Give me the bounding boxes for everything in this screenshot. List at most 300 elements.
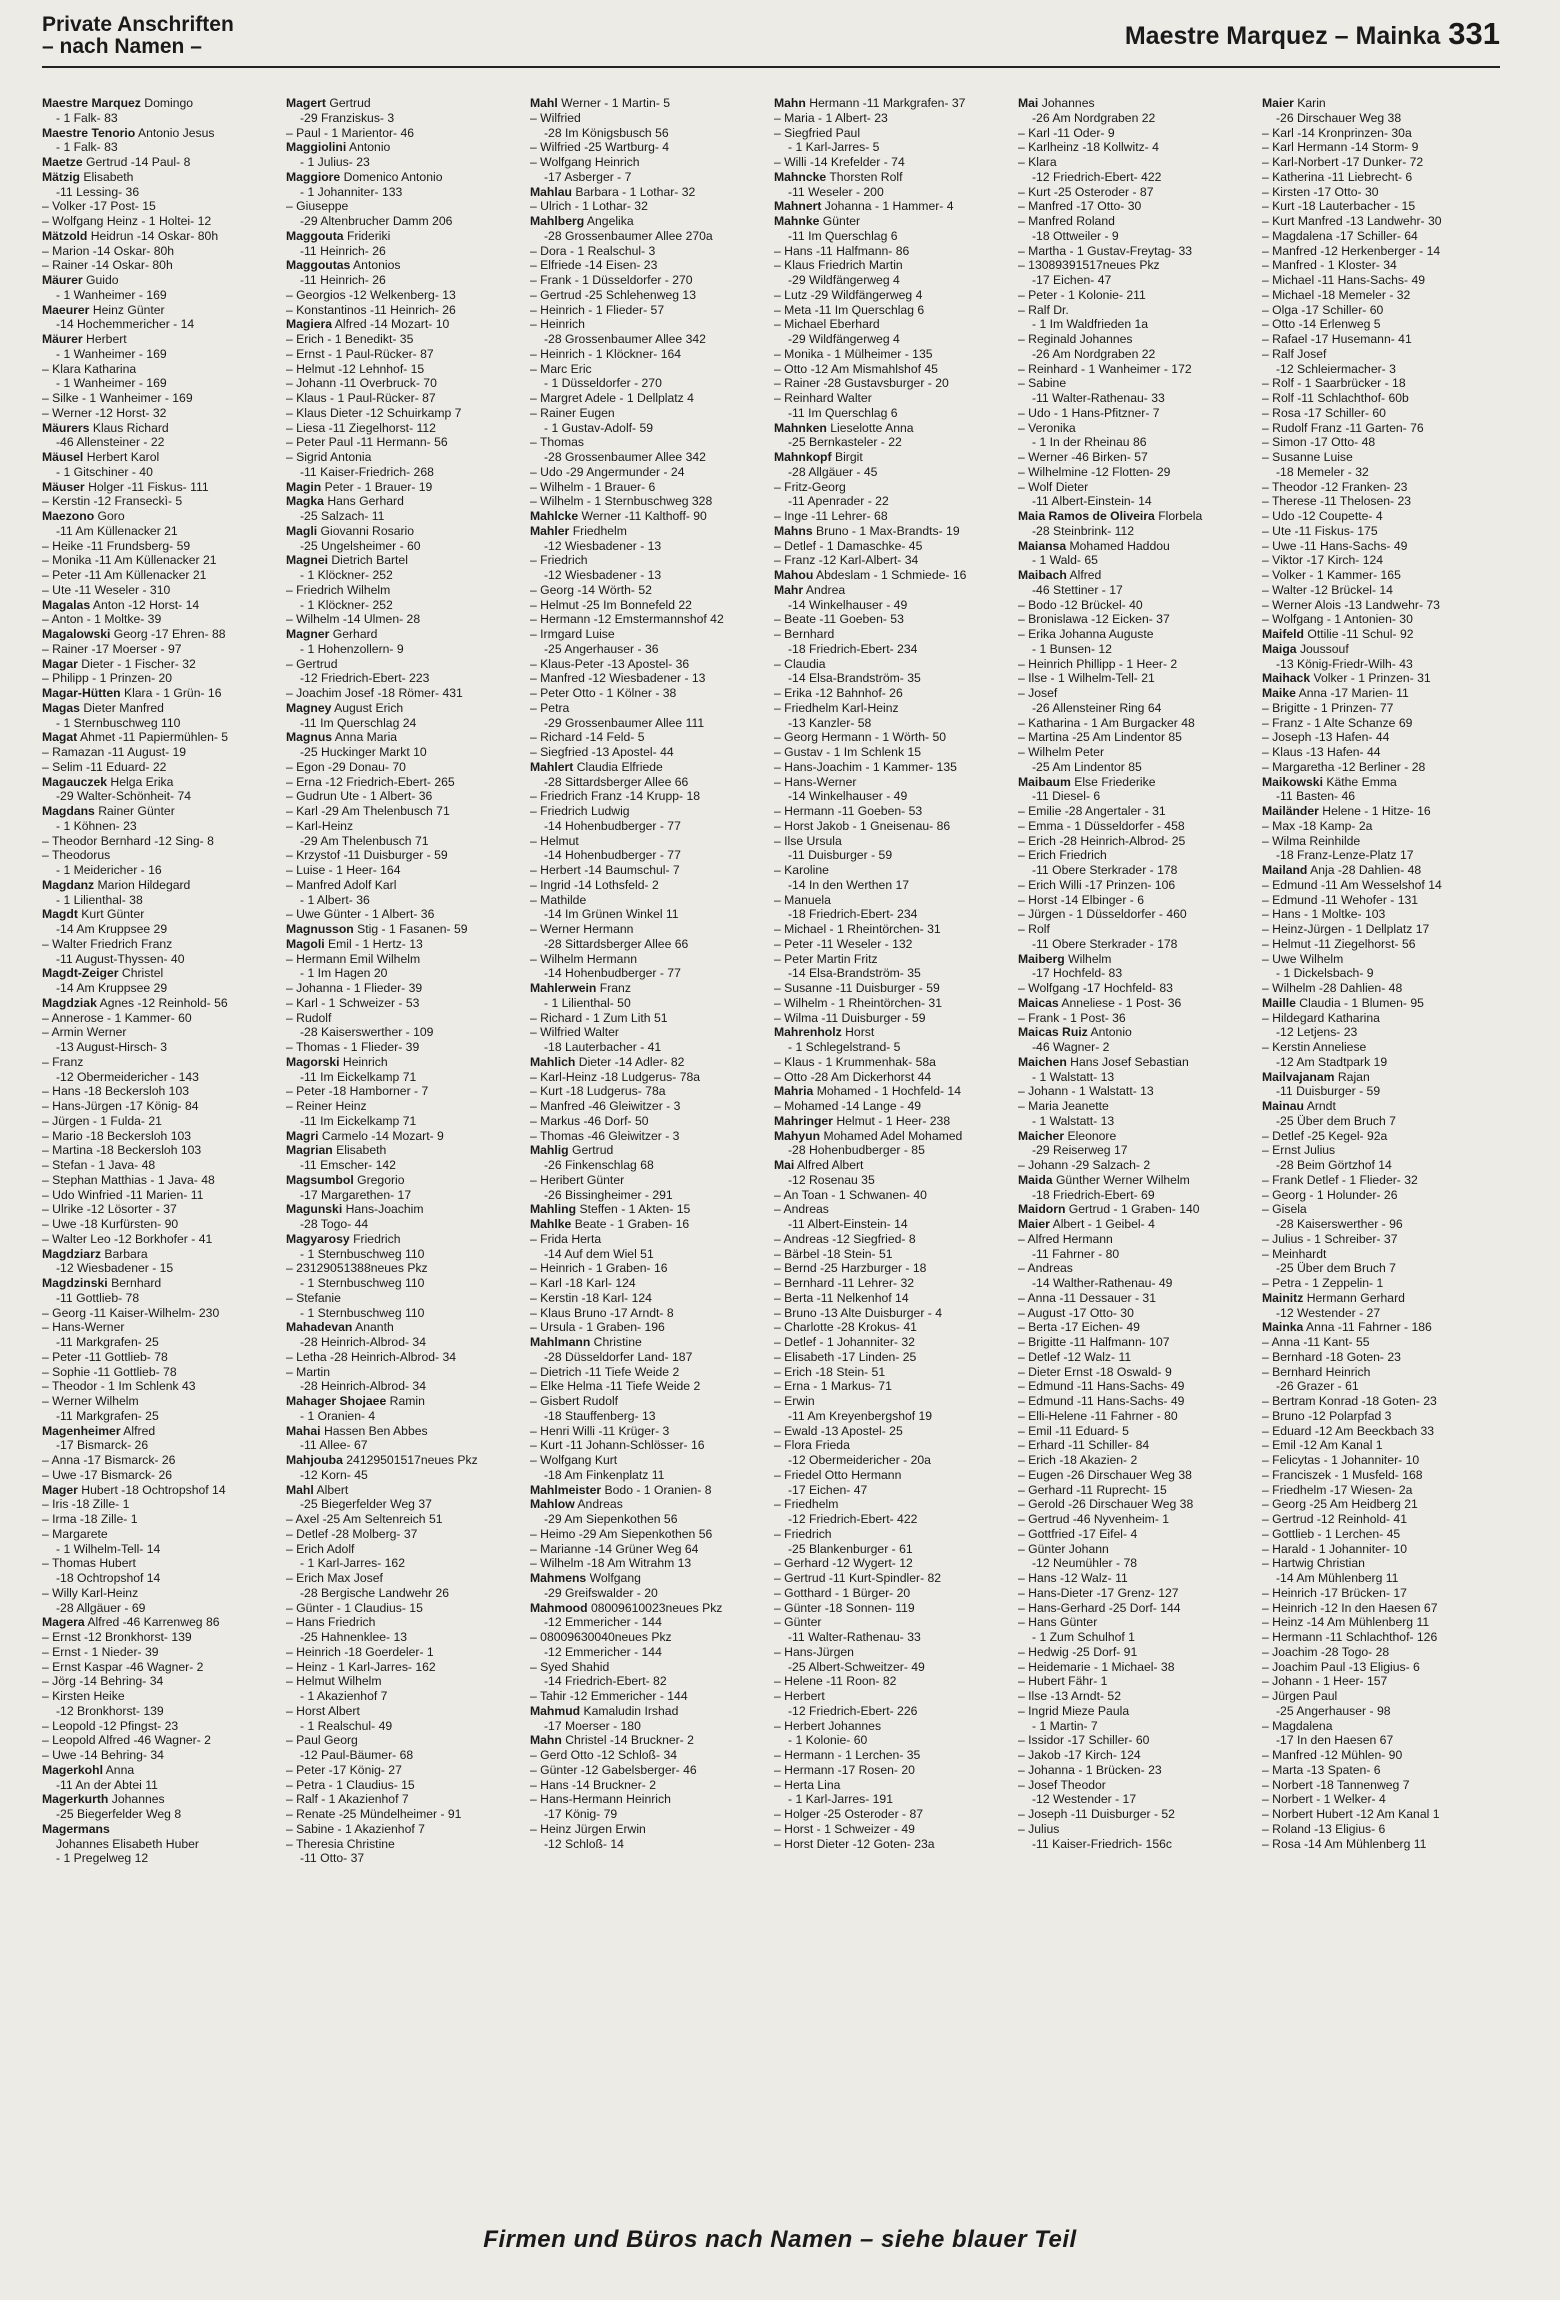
entry-text: – Bernd -25 Harzburger - 18 <box>774 1261 927 1276</box>
directory-entry <box>1262 347 1498 362</box>
directory-entry <box>286 1335 522 1350</box>
directory-entry <box>286 1040 522 1055</box>
directory-entry <box>1262 524 1498 539</box>
directory-entry <box>1262 553 1498 568</box>
directory-entry <box>42 775 278 790</box>
directory-entry <box>286 834 522 849</box>
entry-text: - 1 Im Waldfrieden 1a <box>1032 317 1149 332</box>
entry-text: – Bertram Konrad -18 Goten- 23 <box>1262 1394 1437 1408</box>
directory-entry <box>1262 878 1498 893</box>
entry-text: -14 Am Mühlenberg 11 <box>1276 1571 1399 1585</box>
directory-entry <box>42 1719 278 1734</box>
entry-text: – Jürgen - 1 Düsseldorfer - 460 <box>1018 907 1187 922</box>
directory-entry <box>774 362 1010 377</box>
surname: Maichen <box>1018 1054 1067 1069</box>
directory-entry <box>286 804 522 819</box>
directory-entry <box>1018 288 1254 303</box>
directory-entry <box>286 140 522 155</box>
entry-text: Käthe Emma <box>1326 774 1397 789</box>
surname: Mahl <box>530 96 558 110</box>
surname: Mainitz <box>1262 1290 1304 1305</box>
directory-entry <box>1262 1350 1498 1365</box>
directory-entry <box>1262 450 1498 465</box>
directory-entry <box>774 922 1010 937</box>
entry-text: -14 Hohenbudberger - 77 <box>544 818 681 833</box>
entry-text: – Udo -12 Coupette- 4 <box>1262 509 1383 523</box>
directory-entry <box>42 627 278 642</box>
entry-text: – Friedrich Wilhelm <box>286 582 391 597</box>
entry-text: – Karl-Heinz <box>286 818 354 833</box>
surname: Mahringer <box>774 1113 833 1128</box>
directory-entry <box>530 1763 766 1778</box>
directory-entry <box>774 1719 1010 1734</box>
entry-text: -12 Wiesbadener - 13 <box>544 538 662 553</box>
directory-entry <box>530 391 766 406</box>
entry-text: - 1 Karl-Jarres- 5 <box>788 140 880 155</box>
directory-entry <box>1018 1837 1254 1852</box>
directory-entry <box>1262 716 1498 731</box>
entry-text: - 1 Gitschiner - 40 <box>56 464 153 479</box>
entry-text: -26 Am Nordgraben 22 <box>1032 110 1156 125</box>
directory-entry <box>774 1571 1010 1586</box>
entry-text: -18 Memeler - 32 <box>1276 464 1369 479</box>
directory-entry <box>1262 1070 1498 1085</box>
directory-entry <box>1018 1601 1254 1616</box>
surname: Mahl <box>286 1482 314 1497</box>
directory-entry <box>1018 1055 1254 1070</box>
directory-entry <box>42 1143 278 1158</box>
directory-entry <box>1262 1615 1498 1630</box>
entry-text: – Gudrun Ute - 1 Albert- 36 <box>286 789 433 804</box>
directory-entry <box>42 952 278 967</box>
directory-entry <box>774 214 1010 229</box>
entry-text: – Bernhard <box>774 627 835 641</box>
entry-text: – Bronislawa -12 Eicken- 37 <box>1018 612 1170 627</box>
surname: Mahlow <box>530 1497 575 1512</box>
entry-text: Abdeslam - 1 Schmiede- 16 <box>815 568 967 582</box>
entry-text: – Elli-Helene -11 Fahrner - 80 <box>1018 1408 1178 1423</box>
entry-text: -29 Wildfängerweg 4 <box>788 332 900 346</box>
entry-text: – Gustav - 1 Im Schlenk 15 <box>774 745 921 759</box>
directory-entry <box>42 465 278 480</box>
entry-text: – Klara <box>1018 155 1057 169</box>
directory-entry <box>530 1335 766 1350</box>
directory-entry <box>774 1114 1010 1129</box>
entry-text: – Edmund -11 Hans-Sachs- 49 <box>1018 1379 1185 1394</box>
directory-entry <box>1018 332 1254 347</box>
entry-text: – Heinrich - 1 Graben- 16 <box>530 1261 668 1276</box>
directory-entry <box>286 1424 522 1439</box>
directory-entry <box>1262 1158 1498 1173</box>
directory-entry <box>286 760 522 775</box>
entry-text: -17 In den Haesen 67 <box>1276 1733 1394 1748</box>
directory-entry <box>530 1468 766 1483</box>
directory-entry <box>530 745 766 760</box>
directory-entry <box>1018 406 1254 421</box>
entry-text: – Heinrich -18 Goerdeler- 1 <box>286 1644 434 1659</box>
directory-entry <box>1262 760 1498 775</box>
directory-entry <box>286 1571 522 1586</box>
directory-entry <box>530 1394 766 1409</box>
entry-text: – Eugen -26 Dirschauer Weg 38 <box>1018 1467 1192 1482</box>
surname: Mahling <box>530 1202 577 1217</box>
entry-text: – Flora Frieda <box>774 1438 850 1453</box>
entry-text: – Richard - 1 Zum Lith 51 <box>530 1010 668 1025</box>
directory-entry <box>1018 450 1254 465</box>
entry-text: – Erich Adolf <box>286 1541 355 1556</box>
directory-entry <box>1018 1512 1254 1527</box>
directory-entry <box>286 716 522 731</box>
directory-entry <box>530 406 766 421</box>
entry-text: – Rainer -28 Gustavsburger - 20 <box>774 376 949 391</box>
directory-entry <box>42 1660 278 1675</box>
directory-entry <box>530 1719 766 1734</box>
entry-text: – Edmund -11 Wehofer - 131 <box>1262 892 1419 907</box>
directory-entry <box>286 450 522 465</box>
directory-entry <box>1018 435 1254 450</box>
directory-entry <box>1018 1232 1254 1247</box>
directory-entry <box>1262 1660 1498 1675</box>
directory-entry <box>1018 1099 1254 1114</box>
surname: Magoli <box>286 936 325 951</box>
directory-entry <box>42 1291 278 1306</box>
directory-entry <box>286 598 522 613</box>
entry-text: – Giuseppe <box>286 199 349 214</box>
entry-text: -28 Grossenbaumer Allee 342 <box>544 332 706 346</box>
directory-entry <box>1018 421 1254 436</box>
directory-entry <box>774 96 1010 111</box>
entry-text: Antonio Jesus <box>137 125 215 140</box>
entry-text: – Hans -18 Beckersloh 103 <box>42 1084 190 1099</box>
entry-text: – Heinz -14 Am Mühlenberg 11 <box>1262 1615 1430 1630</box>
entry-text: – Max -18 Kamp- 2a <box>1262 818 1373 833</box>
entry-text: Dietrich Bartel <box>331 553 408 568</box>
entry-text: – Gisbert Rudolf <box>530 1394 619 1408</box>
entry-text: -29 Wildfängerweg 4 <box>788 273 900 287</box>
directory-entry <box>530 1188 766 1203</box>
entry-text: – Heinrich -17 Brücken- 17 <box>1262 1585 1407 1600</box>
directory-entry <box>1018 1114 1254 1129</box>
entry-text: – Liesa -11 Ziegelhorst- 112 <box>286 420 436 435</box>
directory-entry <box>530 1453 766 1468</box>
directory-entry <box>42 893 278 908</box>
entry-text: Johanna - 1 Hammer- 4 <box>824 199 954 214</box>
entry-text: -25 Biegerfelder Weg 37 <box>300 1497 432 1512</box>
entry-text: – Karl -14 Kronprinzen- 30a <box>1262 125 1412 140</box>
directory-entry <box>1262 1719 1498 1734</box>
directory-entry <box>530 598 766 613</box>
directory-entry <box>42 834 278 849</box>
entry-text: – Bernhard -11 Lehrer- 32 <box>774 1276 915 1290</box>
entry-text: – Peter -11 Weseler - 132 <box>774 936 913 951</box>
directory-entry <box>774 1129 1010 1144</box>
entry-text: Peter - 1 Brauer- 19 <box>324 479 433 494</box>
entry-text: -26 Dirschauer Weg 38 <box>1276 110 1402 125</box>
directory-entry <box>774 1025 1010 1040</box>
entry-text: -25 Biegerfelder Weg 8 <box>56 1807 182 1821</box>
entry-text: – Rafael -17 Husemann- 41 <box>1262 332 1412 346</box>
directory-entry <box>774 568 1010 583</box>
surname: Maicas <box>1018 995 1059 1010</box>
surname: Mailand <box>1262 863 1308 877</box>
directory-entry <box>42 1645 278 1660</box>
directory-entry <box>1018 775 1254 790</box>
surname: Magka <box>286 494 324 509</box>
surname: Maida <box>1018 1172 1053 1187</box>
directory-entry <box>286 1527 522 1542</box>
entry-text: – Wilma Reinhilde <box>1262 833 1361 848</box>
entry-text: – Georg Hermann - 1 Wörth- 50 <box>774 730 947 745</box>
directory-column-3 <box>530 96 766 2176</box>
entry-text: – Franz <box>42 1054 84 1069</box>
entry-text: – Günter -18 Sonnen- 119 <box>774 1600 915 1615</box>
directory-entry <box>1018 1202 1254 1217</box>
entry-text: – Heribert Günter <box>530 1172 625 1187</box>
directory-entry <box>42 214 278 229</box>
entry-text: – Syed Shahid <box>530 1659 610 1674</box>
entry-text: – Manfred -17 Otto- 30 <box>1018 199 1142 214</box>
directory-entry <box>42 347 278 362</box>
directory-entry <box>1018 362 1254 377</box>
entry-text: Wilhelm <box>1068 951 1112 966</box>
directory-entry <box>774 1143 1010 1158</box>
directory-entry <box>530 996 766 1011</box>
entry-text: - 1 Lilienthal- 38 <box>56 892 143 907</box>
entry-text: -12 Emmericher - 144 <box>544 1615 662 1630</box>
entry-text: – Paul - 1 Marientor- 46 <box>286 125 415 140</box>
directory-entry <box>1262 789 1498 804</box>
directory-entry <box>1018 1320 1254 1335</box>
entry-text: – Andreas <box>774 1202 829 1217</box>
directory-entry <box>42 1704 278 1719</box>
entry-text: – Hans Günter <box>1018 1615 1098 1630</box>
entry-text: – Erika Johanna Auguste <box>1018 627 1154 641</box>
surname: Magar-Hütten <box>42 686 121 700</box>
directory-entry <box>1262 1453 1498 1468</box>
entry-text: – Kerstin -12 Franseckì- 5 <box>42 494 183 509</box>
directory-entry <box>1262 1335 1498 1350</box>
entry-text: Antonios <box>353 258 401 273</box>
entry-text: – Elisabeth -17 Linden- 25 <box>774 1349 917 1364</box>
entry-text: – Wilma -11 Duisburger - 59 <box>774 1010 926 1025</box>
entry-text: – Margarete <box>42 1526 108 1541</box>
entry-text: – Werner -12 Horst- 32 <box>42 405 167 420</box>
entry-text: – Hans-Jürgen -17 König- 84 <box>42 1099 199 1113</box>
entry-text: – Leopold Alfred -46 Wagner- 2 <box>42 1733 211 1748</box>
directory-entry <box>286 878 522 893</box>
directory-entry <box>774 1202 1010 1217</box>
entry-text: – Anton - 1 Moltke- 39 <box>42 612 162 627</box>
directory-entry <box>1018 1630 1254 1645</box>
directory-entry <box>1018 1542 1254 1557</box>
entry-text: – Heinz - 1 Karl-Jarres- 162 <box>286 1659 436 1674</box>
entry-text: - 1 Walstatt- 13 <box>1032 1069 1115 1084</box>
directory-entry <box>286 494 522 509</box>
directory-entry <box>1018 627 1254 642</box>
surname: Maestre Marquez <box>42 96 141 110</box>
entry-text: – Franz -12 Karl-Albert- 34 <box>774 553 919 568</box>
entry-text: Friedrich <box>353 1231 401 1246</box>
entry-text: Steffen - 1 Akten- 15 <box>579 1202 691 1217</box>
directory-entry <box>286 465 522 480</box>
directory-entry <box>774 126 1010 141</box>
entry-text: – Thomas -46 Gleiwitzer - 3 <box>530 1128 680 1143</box>
surname: Maiberg <box>1018 951 1065 966</box>
entry-text: Friedhelm <box>572 523 627 538</box>
entry-text: – Hubert Fähr- 1 <box>1018 1674 1108 1689</box>
directory-entry <box>774 966 1010 981</box>
directory-entry <box>1018 657 1254 672</box>
directory-entry <box>286 1630 522 1645</box>
entry-text: -29 Altenbrucher Damm 206 <box>300 214 453 228</box>
entry-text: – Karl -11 Oder- 9 <box>1018 125 1115 140</box>
entry-text: – Georg -14 Wörth- 52 <box>530 582 652 597</box>
directory-entry <box>286 996 522 1011</box>
entry-text: – Georg -25 Am Heidberg 21 <box>1262 1497 1418 1512</box>
entry-text: – Karl -29 Am Thelenbusch 71 <box>286 804 450 818</box>
directory-entry <box>42 1188 278 1203</box>
entry-text: – Rolf -11 Schlachthof- 60b <box>1262 391 1409 405</box>
directory-entry <box>42 878 278 893</box>
directory-entry <box>286 1276 522 1291</box>
entry-text: -11 Im Querschlag 6 <box>788 405 898 420</box>
directory-entry <box>286 893 522 908</box>
entry-text: – Ulrike -12 Lösorter - 37 <box>42 1202 177 1217</box>
entry-text: -46 Stettiner - 17 <box>1032 582 1123 597</box>
directory-entry <box>1018 1217 1254 1232</box>
surname: Maibaum <box>1018 774 1071 789</box>
directory-entry <box>286 701 522 716</box>
directory-entry <box>42 568 278 583</box>
entry-text: Anna -17 Marien- 11 <box>1298 686 1409 700</box>
entry-text: - 1 Realschul- 49 <box>300 1718 393 1733</box>
entry-text: – Rainer -14 Oskar- 80h <box>42 258 173 273</box>
entry-text: Elisabeth <box>83 169 134 184</box>
directory-entry <box>774 1306 1010 1321</box>
directory-entry <box>774 819 1010 834</box>
directory-entry <box>42 1379 278 1394</box>
entry-text: Dieter Manfred <box>83 700 164 715</box>
directory-entry <box>1262 907 1498 922</box>
entry-text: – Detlef -12 Walz- 11 <box>1018 1349 1132 1364</box>
entry-text: Christel <box>121 966 164 981</box>
directory-entry <box>42 1851 278 1866</box>
entry-text: Andreas <box>577 1497 623 1512</box>
entry-text: – Susanne Luise <box>1262 450 1353 464</box>
entry-text: – Sabine <box>1018 376 1067 391</box>
directory-entry <box>530 258 766 273</box>
entry-text: - 1 Pregelweg 12 <box>56 1851 149 1866</box>
entry-text: – Friedhelm <box>774 1497 839 1512</box>
directory-entry <box>286 1217 522 1232</box>
entry-text: – Horst Albert <box>286 1703 360 1718</box>
entry-text: – Hans -12 Walz- 11 <box>1018 1571 1128 1585</box>
entry-text: – Martina -25 Am Lindentor 85 <box>1018 730 1182 745</box>
directory-entry <box>774 848 1010 863</box>
directory-entry <box>1262 1763 1498 1778</box>
entry-text: Eleonore <box>1067 1128 1117 1143</box>
entry-text: – Ernst Kaspar -46 Wagner- 2 <box>42 1659 204 1674</box>
directory-entry <box>1018 1350 1254 1365</box>
directory-entry <box>1262 1733 1498 1748</box>
directory-entry <box>530 1055 766 1070</box>
entry-text: – Anna -17 Bismarck- 26 <box>42 1453 176 1467</box>
directory-entry <box>774 1040 1010 1055</box>
directory-entry <box>1262 1601 1498 1616</box>
surname: Mahlig <box>530 1143 569 1158</box>
entry-text: – Walter -12 Brückel- 14 <box>1262 582 1393 597</box>
entry-text: -14 Im Grünen Winkel 11 <box>544 907 679 922</box>
directory-entry <box>774 1527 1010 1542</box>
directory-entry <box>42 421 278 436</box>
entry-text: – Marion -14 Oskar- 80h <box>42 243 175 258</box>
entry-text: – Reginald Johannes <box>1018 332 1133 346</box>
entry-text: – An Toan - 1 Schwanen- 40 <box>774 1187 927 1202</box>
entry-text: Domingo <box>144 96 194 110</box>
directory-entry <box>774 229 1010 244</box>
page-header <box>42 14 1500 62</box>
directory-entry <box>1018 1807 1254 1822</box>
entry-text: – Irma -18 Zille- 1 <box>42 1512 138 1526</box>
entry-text: – Werner Wilhelm <box>42 1394 139 1408</box>
entry-text: Anton -12 Horst- 14 <box>92 597 200 612</box>
directory-entry <box>1262 126 1498 141</box>
directory-entry <box>530 111 766 126</box>
directory-entry <box>774 1601 1010 1616</box>
directory-entry <box>530 1704 766 1719</box>
entry-text: – Rudolf <box>286 1010 332 1025</box>
directory-entry <box>1018 553 1254 568</box>
entry-text: -18 Ottweiler - 9 <box>1032 228 1119 243</box>
entry-text: – Emil -11 Eduard- 5 <box>1018 1423 1129 1438</box>
entry-text: – Klaus -13 Hafen- 44 <box>1262 745 1381 759</box>
entry-text: -11 Allee- 67 <box>300 1438 368 1453</box>
directory-entry <box>1262 1232 1498 1247</box>
surname: Mahn <box>530 1733 562 1748</box>
directory-entry <box>286 539 522 554</box>
directory-entry <box>1262 1320 1498 1335</box>
entry-text: – Sophie -11 Gottlieb- 78 <box>42 1364 177 1379</box>
surname: Mainka <box>1262 1320 1304 1335</box>
entry-text: – Katherina -11 Liebrecht- 6 <box>1262 169 1413 184</box>
directory-entry <box>530 671 766 686</box>
directory-entry <box>774 952 1010 967</box>
directory-entry <box>530 1674 766 1689</box>
directory-entry <box>286 1394 522 1409</box>
entry-text: – Detlef -25 Kegel- 92a <box>1262 1128 1388 1143</box>
entry-text: -11 Walter-Rathenau- 33 <box>1032 391 1165 405</box>
entry-text: – Volker -17 Post- 15 <box>42 199 156 214</box>
entry-text: – 23129051388neues Pkz <box>286 1261 428 1276</box>
directory-entry <box>1018 1527 1254 1542</box>
directory-entry <box>774 553 1010 568</box>
directory-entry <box>774 981 1010 996</box>
directory-entry <box>530 1261 766 1276</box>
entry-text: – Tahir -12 Emmericher - 144 <box>530 1689 688 1703</box>
directory-entry <box>530 1099 766 1114</box>
entry-text: Ananth <box>355 1320 394 1335</box>
directory-entry <box>774 1763 1010 1778</box>
entry-text: – Ingrid Mieze Paula <box>1018 1703 1130 1718</box>
entry-text: – Horst - 1 Schweizer - 49 <box>774 1821 915 1836</box>
entry-text: Carmelo -14 Mozart- 9 <box>321 1128 444 1143</box>
directory-entry <box>42 981 278 996</box>
directory-entry <box>530 1630 766 1645</box>
entry-text: -28 Kaiserswerther - 109 <box>300 1025 434 1040</box>
surname: Magdans <box>42 804 95 818</box>
entry-text: – Hermann -11 Goeben- 53 <box>774 804 923 818</box>
entry-text: Alfred -14 Mozart- 10 <box>334 317 450 332</box>
